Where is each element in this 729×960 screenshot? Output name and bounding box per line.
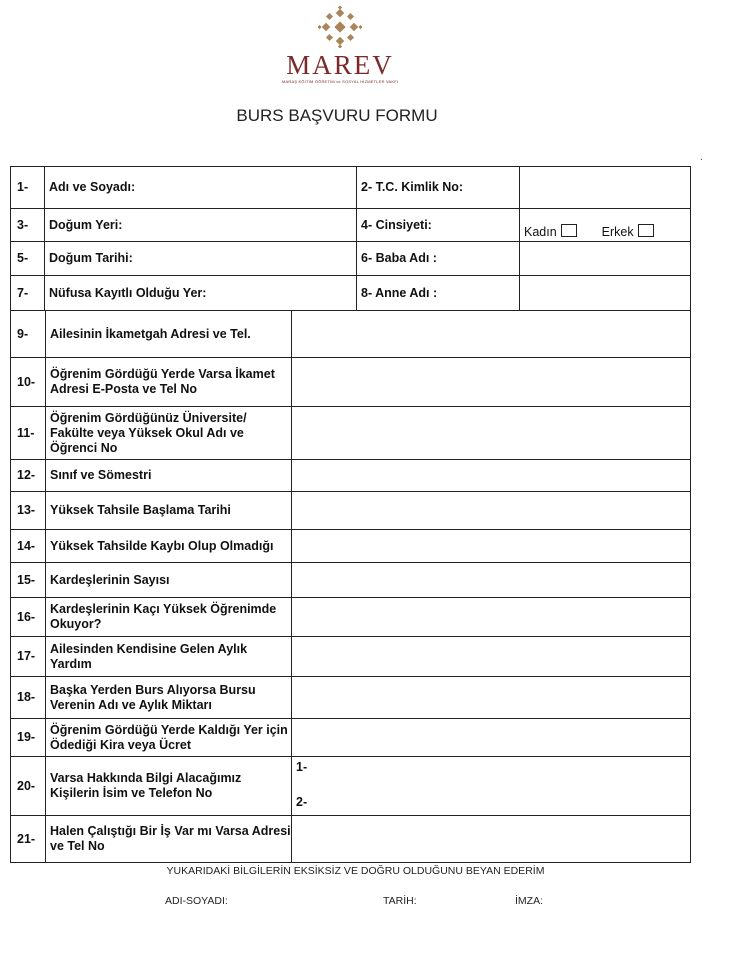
birthdate-label: Doğum Tarihi: <box>45 242 357 276</box>
marev-logo <box>282 6 398 86</box>
siblings-count-field[interactable] <box>292 563 691 598</box>
signature-name-label: ADI-SOYADI: <box>165 895 228 907</box>
signature-sign-label: İMZA: <box>515 895 543 907</box>
table-row <box>11 242 691 276</box>
table-row <box>11 492 691 530</box>
residence-contact-field[interactable] <box>292 358 691 407</box>
row-label: Başka Yerden Burs Alıyorsa Bursu Verenin Adı ve Aylık Miktarı <box>46 677 292 719</box>
name-label: Adı ve Soyadı: <box>45 167 357 209</box>
start-date-field[interactable] <box>292 492 691 530</box>
row-label: Öğrenim Gördüğü Yerde Varsa İkamet Adresi E-Posta ve Tel No <box>46 358 292 407</box>
birthplace-label: Doğum Yeri: <box>45 209 357 242</box>
mother-name-label: 8- Anne Adı : <box>357 276 520 311</box>
table-row <box>11 276 691 311</box>
other-scholarship-field[interactable] <box>292 677 691 719</box>
row-number: 18- <box>11 677 46 719</box>
declaration-text: YUKARIDAKİ BİLGİLERİN EKSİKSİZ VE DOĞRU OLDUĞUNU BEYAN EDERİM <box>166 865 545 877</box>
row-label: Kardeşlerinin Kaçı Yüksek Öğrenimde Okuyor? <box>46 598 292 637</box>
current-job-field[interactable] <box>292 816 691 863</box>
family-address-field[interactable] <box>292 311 691 358</box>
year-loss-field[interactable] <box>292 530 691 563</box>
row-number: 14- <box>11 530 46 563</box>
row-label: Yüksek Tahsile Başlama Tarihi <box>46 492 292 530</box>
registry-place-label: Nüfusa Kayıtlı Olduğu Yer: <box>45 276 357 311</box>
table-row <box>11 598 691 637</box>
female-checkbox[interactable] <box>561 224 577 237</box>
signature-date-label: TARİH: <box>383 895 417 907</box>
row-number: 1- <box>11 167 45 209</box>
gender-options <box>520 209 691 242</box>
father-name-label: 6- Baba Adı : <box>357 242 520 276</box>
ornament-icon <box>318 6 362 48</box>
table-row <box>11 719 691 757</box>
table-row <box>11 358 691 407</box>
mother-name-field[interactable] <box>520 276 691 311</box>
reference-2-label: 2- <box>296 795 308 809</box>
row-label: Sınıf ve Sömestri <box>46 460 292 492</box>
table-row <box>11 311 691 358</box>
form-title: BURS BAŞVURU FORMU <box>236 106 438 125</box>
row-label: Öğrenim Gördüğünüz Üniversite/ Fakülte veya Yüksek Okul Adı ve Öğrenci No <box>46 407 292 460</box>
table-row <box>11 563 691 598</box>
row-number: 12- <box>11 460 46 492</box>
row-number: 19- <box>11 719 46 757</box>
personal-info-table <box>10 166 691 311</box>
row-number: 20- <box>11 757 46 816</box>
male-checkbox[interactable] <box>638 224 654 237</box>
row-number: 21- <box>11 816 46 863</box>
table-row <box>11 209 691 242</box>
rent-field[interactable] <box>292 719 691 757</box>
table-row <box>11 816 691 863</box>
row-label: Ailesinin İkametgah Adresi ve Tel. <box>46 311 292 358</box>
row-number: 7- <box>11 276 45 311</box>
table-row <box>11 460 691 492</box>
table-row <box>11 677 691 719</box>
row-number: 5- <box>11 242 45 276</box>
row-label: Yüksek Tahsilde Kaybı Olup Olmadığı <box>46 530 292 563</box>
gender-label: 4- Cinsiyeti: <box>357 209 520 242</box>
class-semester-field[interactable] <box>292 460 691 492</box>
reference-1-label: 1- <box>296 760 308 774</box>
tc-id-field[interactable] <box>520 167 691 209</box>
row-label: Kardeşlerinin Sayısı <box>46 563 292 598</box>
family-support-field[interactable] <box>292 637 691 677</box>
row-label: Halen Çalıştığı Bir İş Var mı Varsa Adresi ve Tel No <box>46 816 292 863</box>
table-row <box>11 637 691 677</box>
logo-subtitle: MARAŞ EĞİTİM ÖĞRETİM ve SOSYAL HİZMETLER VAKFI <box>282 79 399 84</box>
row-number: 10- <box>11 358 46 407</box>
tc-id-label: 2- T.C. Kimlik No: <box>357 167 520 209</box>
university-field[interactable] <box>292 407 691 460</box>
details-table <box>10 310 691 863</box>
row-label: Ailesinden Kendisine Gelen Aylık Yardım <box>46 637 292 677</box>
row-number: 9- <box>11 311 46 358</box>
table-row <box>11 757 691 816</box>
table-row <box>11 407 691 460</box>
logo-wordmark: MAREV <box>286 50 394 80</box>
row-number: 16- <box>11 598 46 637</box>
table-row <box>11 530 691 563</box>
row-label: Öğrenim Gördüğü Yerde Kaldığı Yer için Ödediği Kira veya Ücret <box>46 719 292 757</box>
stray-dot: . <box>700 152 703 163</box>
row-number: 17- <box>11 637 46 677</box>
siblings-in-university-field[interactable] <box>292 598 691 637</box>
father-name-field[interactable] <box>520 242 691 276</box>
row-number: 15- <box>11 563 46 598</box>
row-label: Varsa Hakkında Bilgi Alacağımız Kişilerin İsim ve Telefon No <box>46 757 292 816</box>
row-number: 13- <box>11 492 46 530</box>
references-field[interactable] <box>292 757 691 816</box>
row-number: 11- <box>11 407 46 460</box>
table-row <box>11 167 691 209</box>
male-label: Erkek <box>601 225 634 239</box>
row-number: 3- <box>11 209 45 242</box>
female-label: Kadın <box>524 225 557 239</box>
